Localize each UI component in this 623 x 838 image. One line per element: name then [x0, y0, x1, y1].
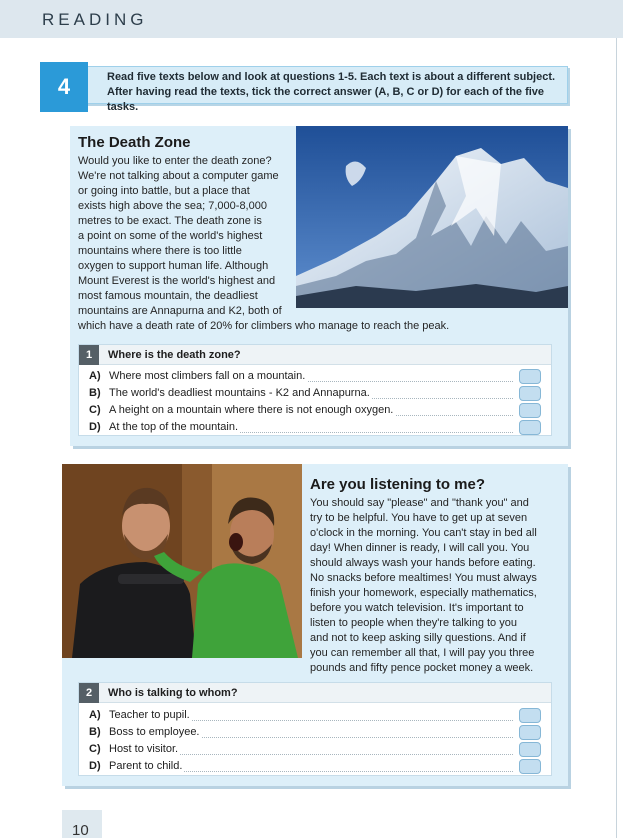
task-number-badge: 4: [40, 62, 88, 112]
article-line: should always wash your hands before eating.: [310, 557, 536, 569]
answer-option-d[interactable]: [89, 420, 543, 436]
answer-option-a[interactable]: [89, 708, 543, 724]
article-title-listening: Are you listening to me?: [310, 476, 486, 493]
answer-option-c[interactable]: [89, 742, 543, 758]
article-line: You should say "please" and "thank you" and: [310, 497, 529, 509]
tick-box[interactable]: [519, 403, 541, 418]
answer-option-c[interactable]: [89, 403, 543, 419]
article-line: pounds and fifty pence pocket money a week.: [310, 662, 534, 674]
article-line: No snacks before mealtimes! You must always: [310, 572, 537, 584]
option-text: The world's deadliest mountains - K2 and Annapurna.: [109, 387, 370, 399]
instructions-line-2: After having read the texts, tick the correct answer (A, B, C or D) for each of the five tasks.: [107, 86, 545, 113]
article-line: listen to people when they're talking to you: [310, 617, 517, 629]
tick-box[interactable]: [519, 725, 541, 740]
instructions-line-1: Read five texts below and look at questions 1-5. Each text is about a different subject.: [107, 71, 556, 83]
article-line: Mount Everest is the world's highest and: [78, 275, 276, 287]
instructions-text: [107, 70, 559, 115]
option-text: Parent to child.: [109, 760, 183, 772]
question-box-1: [78, 344, 552, 436]
section-title: READING: [42, 10, 148, 29]
answer-option-d[interactable]: [89, 759, 543, 775]
option-letter: A): [89, 370, 101, 382]
article-line: mountains where there is too little: [78, 245, 242, 257]
question-text: Where is the death zone?: [108, 349, 241, 361]
answer-option-a[interactable]: [89, 369, 543, 385]
article-line: most famous mountain, the deadliest: [78, 290, 258, 302]
article-line: mountains are Annapurna and K2, both of: [78, 305, 282, 317]
option-letter: B): [89, 387, 101, 399]
article-line: which have a death rate of 20% for climbers who manage to reach the peak.: [78, 320, 450, 332]
article-line: and not to keep asking silly questions. And if: [310, 632, 526, 644]
tick-box[interactable]: [519, 708, 541, 723]
answer-option-b[interactable]: [89, 386, 543, 402]
option-letter: A): [89, 709, 101, 721]
article-title-death-zone: The Death Zone: [78, 134, 191, 151]
article-line: metres to be exact. The death zone is: [78, 215, 262, 227]
instructions-box: [64, 66, 568, 113]
tick-box[interactable]: [519, 369, 541, 384]
option-letter: D): [89, 760, 101, 772]
article-line: a point on some of the world's highest: [78, 230, 263, 242]
question-box-2: [78, 682, 552, 776]
mountain-photo: [296, 126, 568, 308]
page-edge-rule: [616, 38, 617, 838]
answer-option-b[interactable]: [89, 725, 543, 741]
tick-box[interactable]: [519, 759, 541, 774]
tick-box[interactable]: [519, 386, 541, 401]
option-text: Teacher to pupil.: [109, 709, 190, 721]
option-letter: D): [89, 421, 101, 433]
article-line: before you watch television. It's important to: [310, 602, 524, 614]
question-number: 2: [79, 683, 99, 703]
option-text: Host to visitor.: [109, 743, 179, 755]
page-number: 10: [72, 822, 89, 838]
question-header: [79, 683, 551, 703]
two-men-photo: [62, 464, 302, 658]
option-text: Boss to employee.: [109, 726, 200, 738]
article-line: finish your homework, especially mathematics,: [310, 587, 537, 599]
question-text: Who is talking to whom?: [108, 687, 238, 699]
article-line: exists high above the sea; 7,000-8,000: [78, 200, 267, 212]
option-letter: C): [89, 743, 101, 755]
question-header: [79, 345, 551, 365]
shouting-men-illustration: [62, 464, 302, 658]
article-line: We're not talking about a computer game: [78, 170, 279, 182]
article-line: Would you like to enter the death zone?: [78, 155, 272, 167]
option-text: A height on a mountain where there is not enough oxygen.: [109, 404, 394, 416]
article-line: oxygen to support human life. Although: [78, 260, 269, 272]
option-letter: C): [89, 404, 101, 416]
article-line: or going into battle, but a place that: [78, 185, 250, 197]
mountain-illustration: [296, 126, 568, 308]
article-line: o'clock in the morning. You can't stay in bed all: [310, 527, 537, 539]
tick-box[interactable]: [519, 742, 541, 757]
tick-box[interactable]: [519, 420, 541, 435]
option-text: Where most climbers fall on a mountain.: [109, 370, 306, 382]
option-text: At the top of the mountain.: [109, 421, 239, 433]
question-number: 1: [79, 345, 99, 365]
article-line: try to be helpful. You have to get up at seven: [310, 512, 528, 524]
article-line: you can remember all that, I will pay you three: [310, 647, 535, 659]
article-line: day! When dinner is ready, I will call you. You: [310, 542, 530, 554]
option-letter: B): [89, 726, 101, 738]
